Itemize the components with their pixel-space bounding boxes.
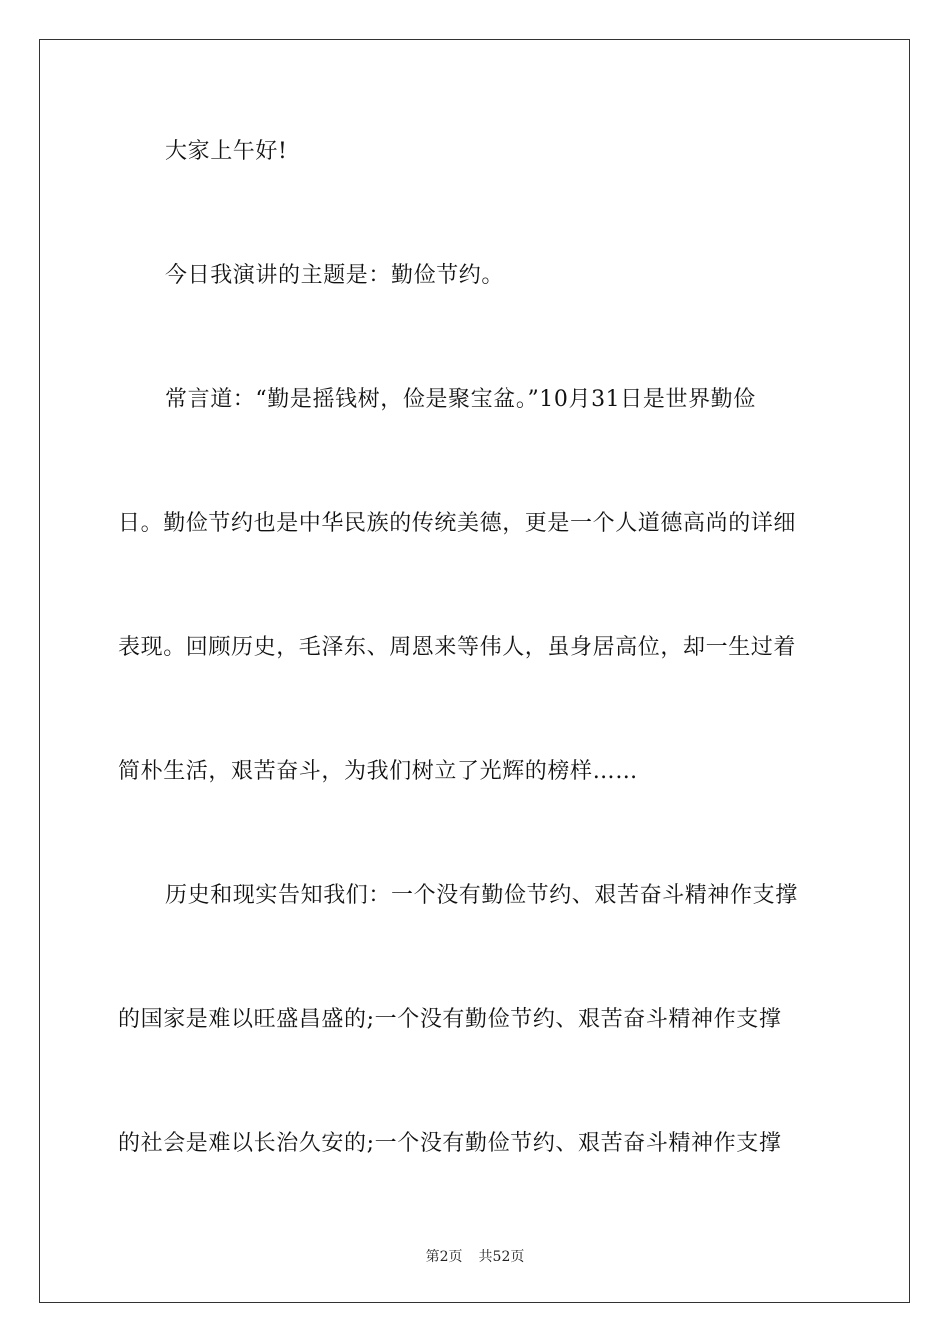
paragraph-line: 简朴生活，艰苦奋斗，为我们树立了光辉的榜样…… (118, 759, 638, 784)
paragraph-line: 的社会是难以长治久安的;一个没有勤俭节约、艰苦奋斗精神作支撑 (118, 1131, 782, 1156)
page-frame (39, 39, 910, 1303)
page-footer (0, 1248, 950, 1266)
paragraph-line: 历史和现实告知我们：一个没有勤俭节约、艰苦奋斗精神作支撑 (165, 883, 798, 908)
page-total: 共52页 (478, 1249, 525, 1265)
paragraph-line-greeting: 大家上午好! (165, 139, 288, 164)
paragraph-line: 表现。回顾历史，毛泽东、周恩来等伟人，虽身居高位，却一生过着 (118, 635, 797, 660)
page-number: 第2页 (425, 1249, 463, 1265)
paragraph-line-topic: 今日我演讲的主题是：勤俭节约。 (165, 263, 505, 288)
paragraph-line: 的国家是难以旺盛昌盛的;一个没有勤俭节约、艰苦奋斗精神作支撑 (118, 1007, 782, 1032)
paragraph-line: 常言道：“勤是摇钱树，俭是聚宝盆。”10月31日是世界勤俭 (165, 387, 756, 412)
paragraph-line: 日。勤俭节约也是中华民族的传统美德，更是一个人道德高尚的详细 (118, 511, 797, 536)
